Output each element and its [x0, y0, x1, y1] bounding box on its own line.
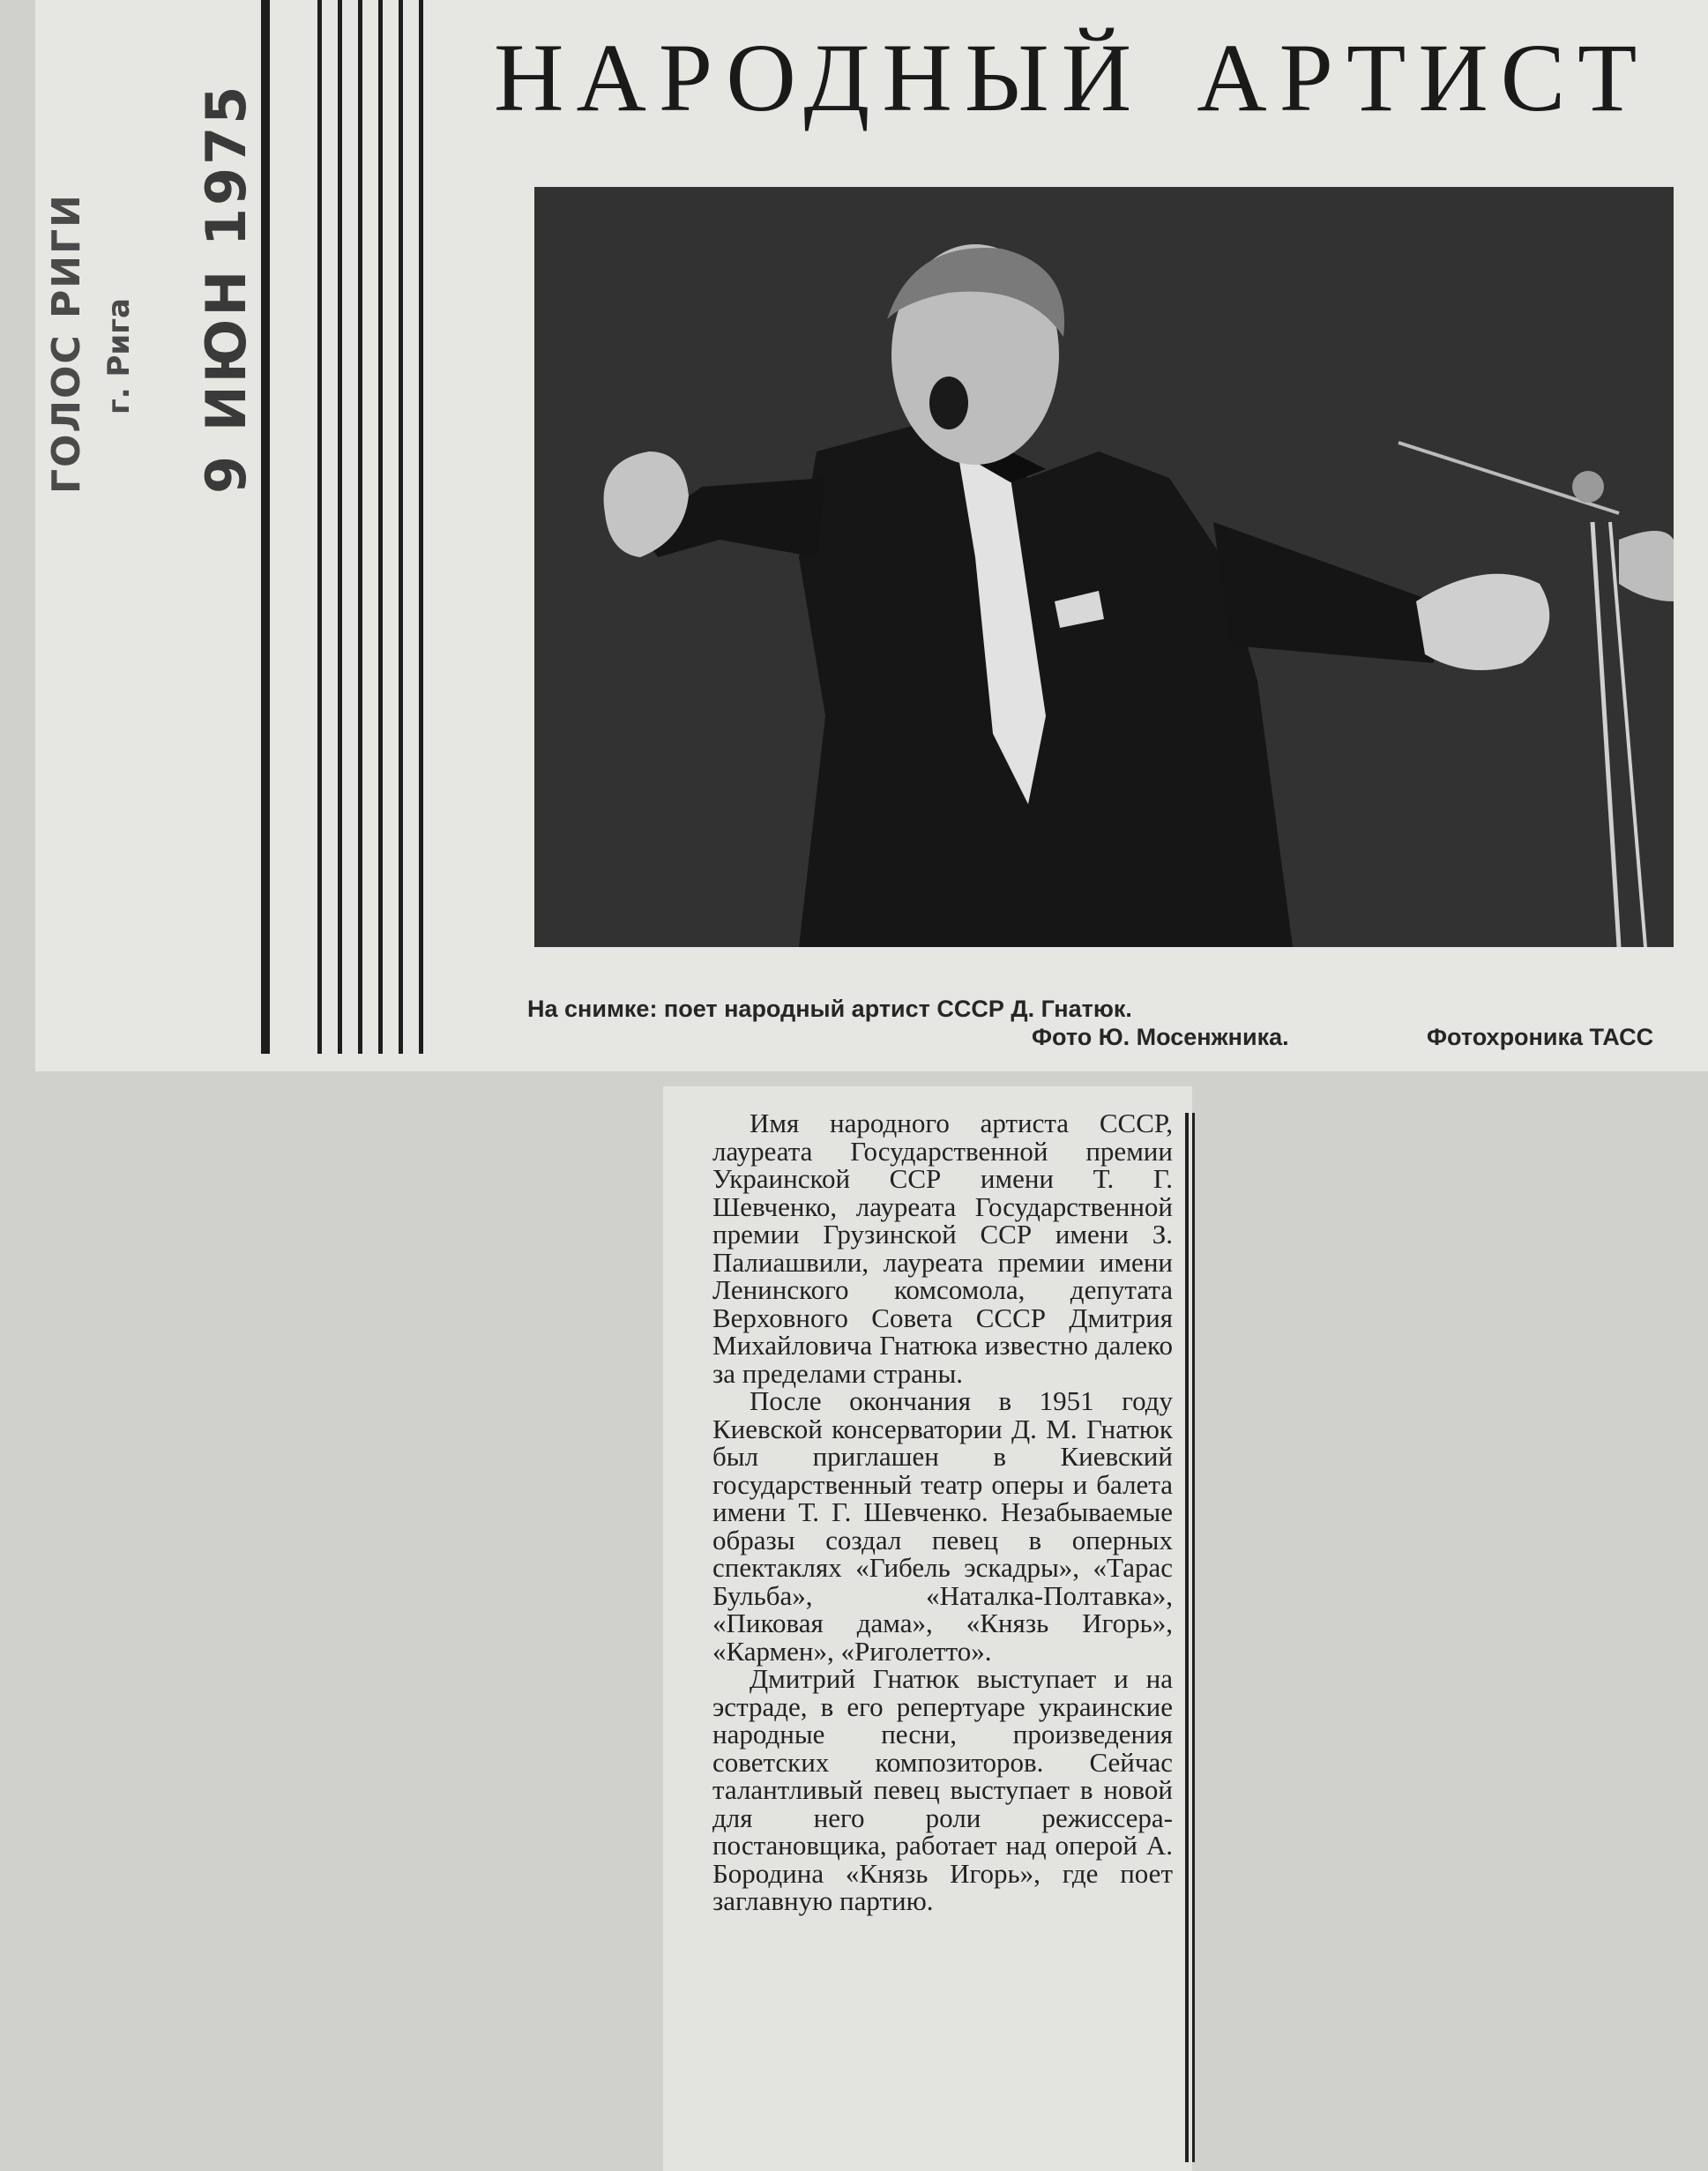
- archive-stamp: [18, 83, 258, 511]
- rule-2: [317, 0, 322, 1054]
- singer-performing-icon: [534, 187, 1674, 947]
- article-body: [712, 1109, 1173, 1915]
- photo-credit: Фото Ю. Мосенжника.: [1032, 1024, 1289, 1050]
- photo-agency: Фотохроника ТАСС: [1427, 1024, 1654, 1050]
- article-paragraph-3: Дмитрий Гнатюк выступает и на эстраде, в его репертуаре украинские народные песни, произведения советских композиторов. Сейчас талантливый певец выступает в новой для него роли режиссера-постановщика, работает над оперой А. Бородина «Князь Игорь», где поет заглавную партию.: [712, 1663, 1173, 1916]
- rule-7: [419, 0, 423, 1054]
- rule-5: [378, 0, 383, 1054]
- rule-6: [399, 0, 403, 1054]
- stamp-city: г. Рига: [101, 298, 137, 414]
- rule-4: [358, 0, 362, 1054]
- rule-3: [338, 0, 342, 1054]
- headline-word-2: АРТИСТ: [1197, 24, 1650, 131]
- photo-caption: На снимке: поет народный артист СССР Д. Гнатюк.: [527, 996, 1132, 1022]
- stamp-newspaper: ГОЛОС РИГИ: [44, 193, 89, 494]
- article-paragraph-1: Имя народного артиста СССР, лауреата Государственной премии Украинской ССР имени Т. Г. Шевченко, лауреата Государственной премии Грузинской ССР имени З. Палиашвили, лауреата премии имени Ленинского комсомола, депутата Верховного Совета СССР Дмитрия Михайловича Гнатюка известно далеко за пределами страны.: [712, 1108, 1173, 1389]
- article-paragraph-2: После окончания в 1951 году Киевской консерватории Д. М. Гнатюк был приглашен в Киевский государственный театр оперы и балета имени Т. Г. Шевченко. Незабываемые образы создал певец в оперных спектаклях «Гибель эскадры», «Тарас Бульба», «Наталка-Полтавка», «Пиковая дама», «Князь Игорь», «Кармен», «Риголетто».: [712, 1385, 1173, 1667]
- column-rule: [1185, 1113, 1189, 2162]
- photo-singer: [534, 187, 1674, 947]
- column-rule: [1192, 1113, 1195, 2162]
- rule-1: [261, 0, 270, 1054]
- headline-word-1: НАРОДНЫЙ: [494, 24, 1145, 131]
- stamp-date: 9 ИЮН 1975: [194, 83, 258, 494]
- headline: [494, 22, 1693, 134]
